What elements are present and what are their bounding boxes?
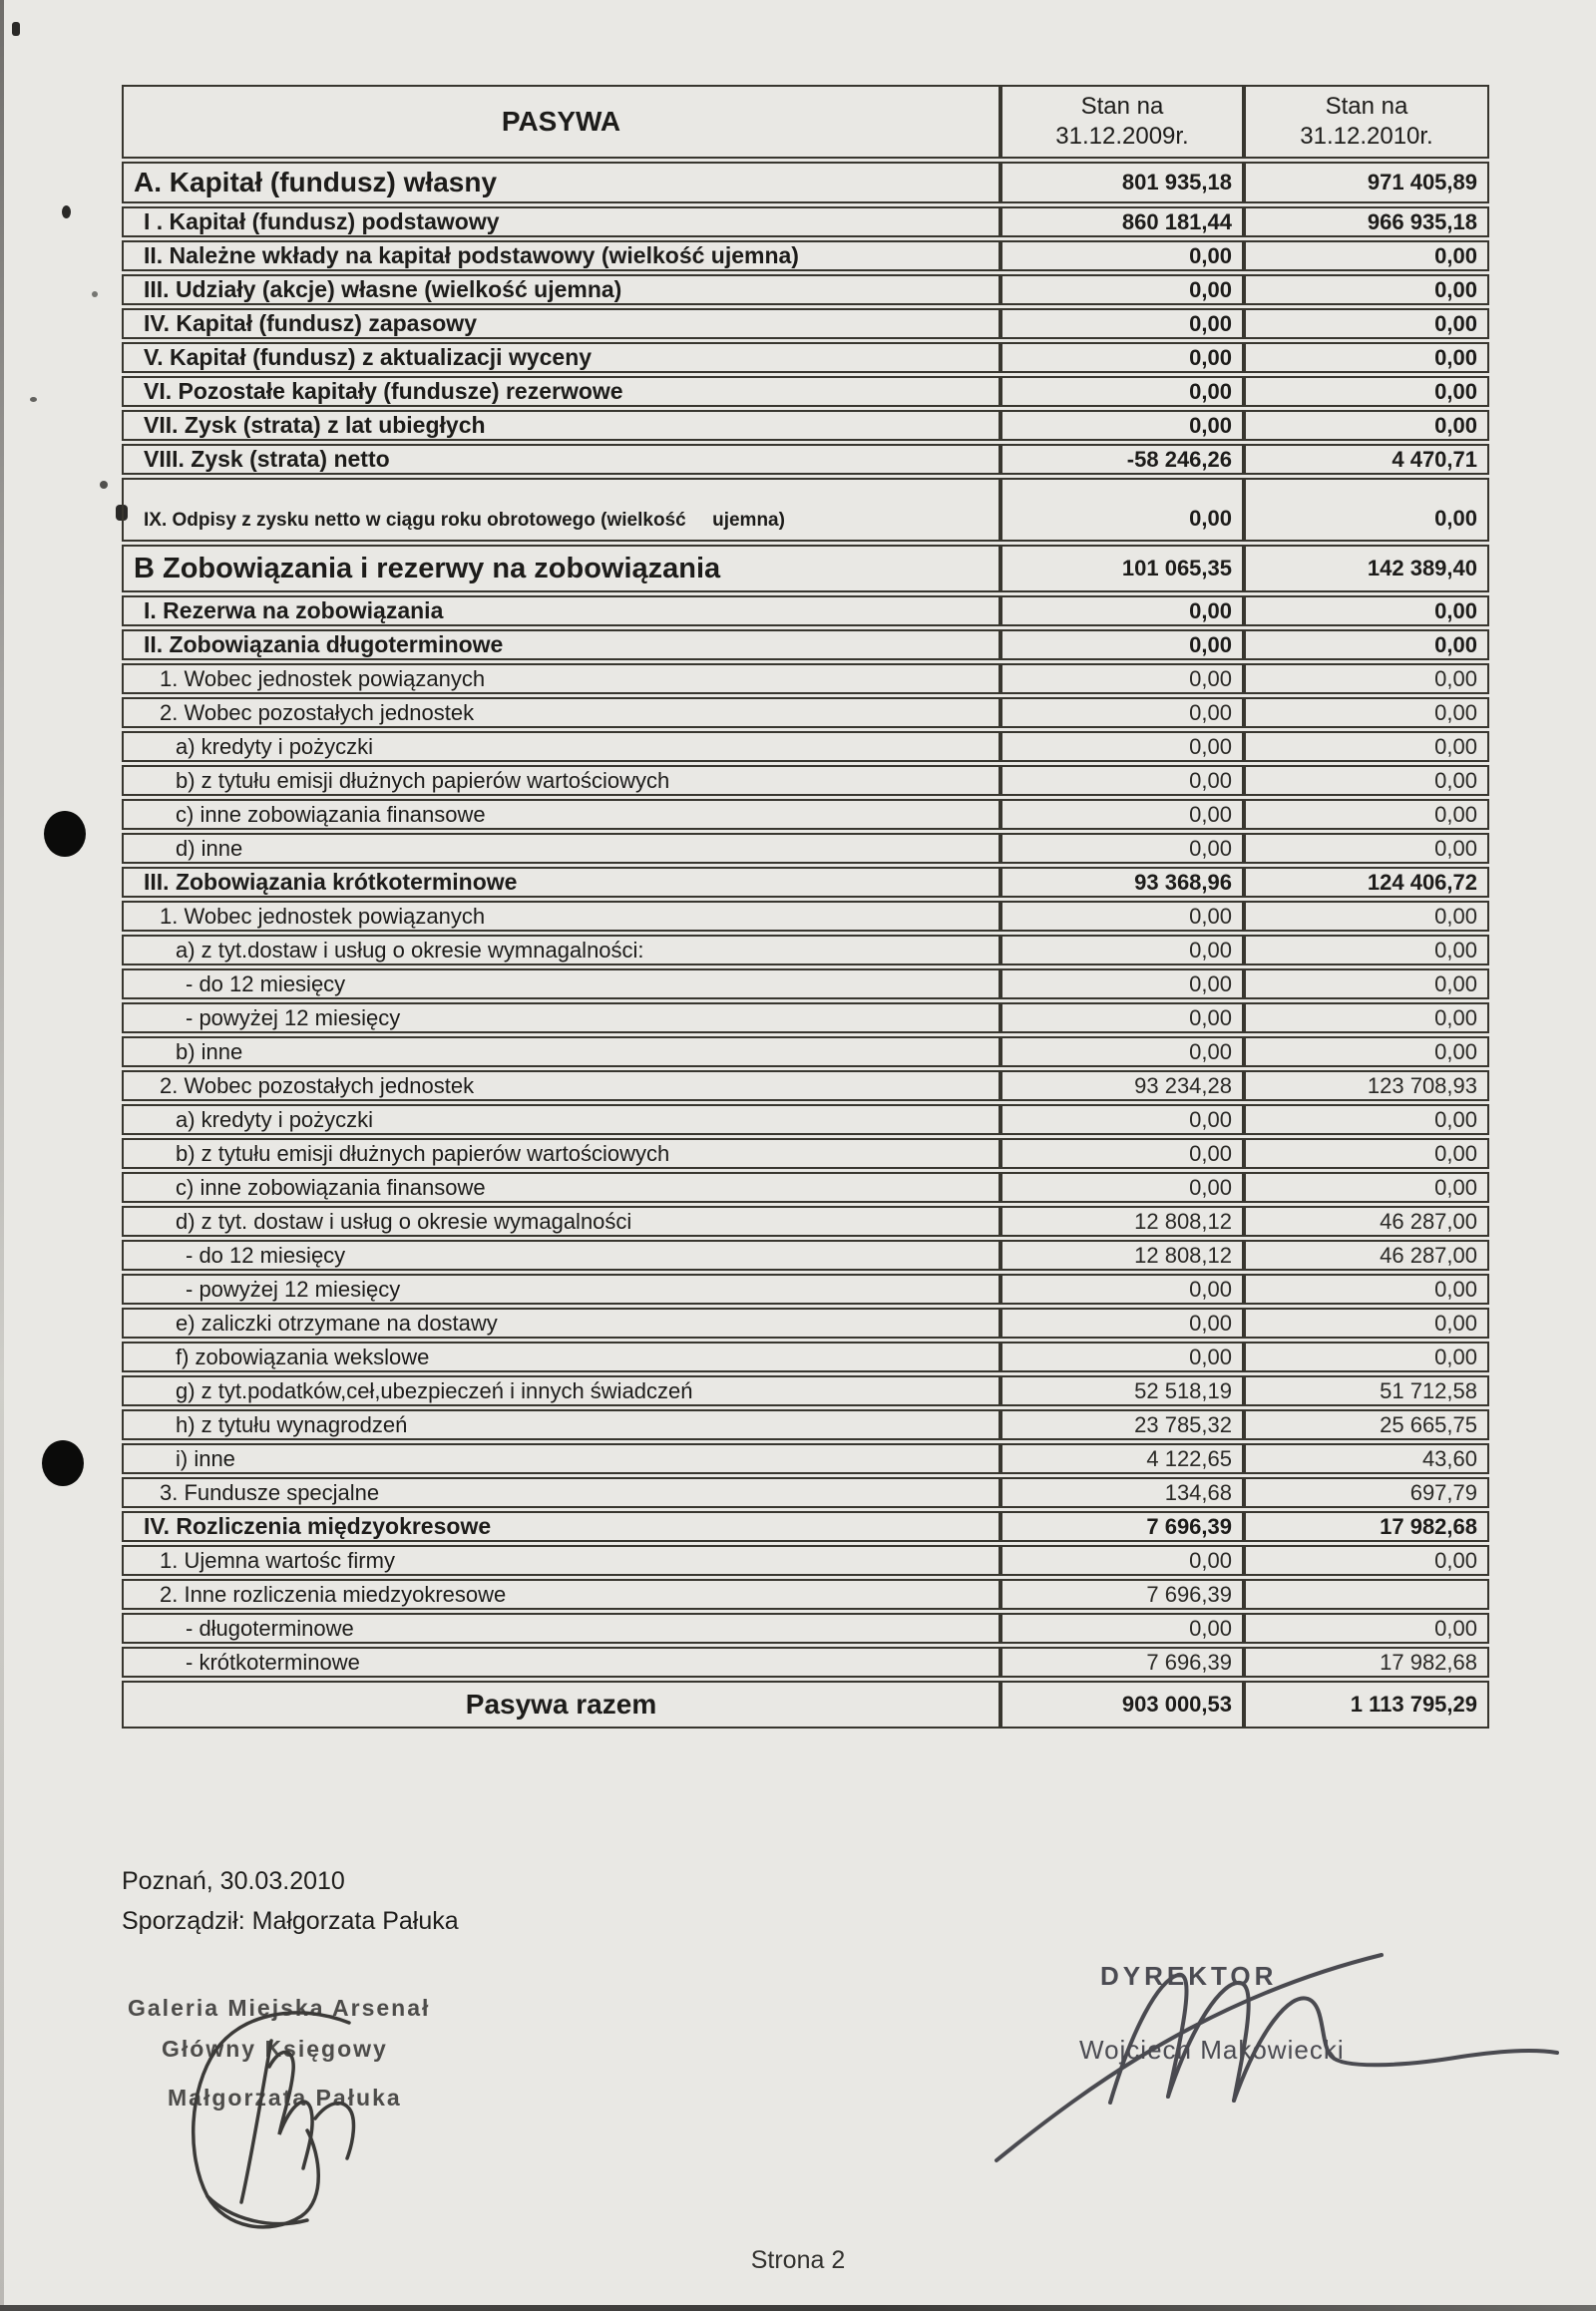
row-label: A. Kapitał (fundusz) własny <box>122 162 1000 203</box>
table-row <box>122 935 1489 965</box>
value-2009: 0,00 <box>1000 799 1244 830</box>
table-row <box>122 478 1489 542</box>
value-2009: 0,00 <box>1000 1308 1244 1339</box>
scan-left-edge <box>0 0 4 2311</box>
value-2009: 801 935,18 <box>1000 162 1244 203</box>
row-label: i) inne <box>122 1443 1000 1474</box>
table-row <box>122 968 1489 999</box>
page-number: Strona 2 <box>750 2246 846 2274</box>
value-2009: 0,00 <box>1000 240 1244 271</box>
table-row <box>122 1002 1489 1033</box>
table-row <box>122 1274 1489 1305</box>
value-2010: 0,00 <box>1244 697 1489 728</box>
value-2009: 0,00 <box>1000 901 1244 932</box>
value-2010 <box>1244 1579 1489 1610</box>
value-2009: 0,00 <box>1000 1342 1244 1372</box>
table-row <box>122 697 1489 728</box>
row-label: - krótkoterminowe <box>122 1647 1000 1678</box>
value-2010: 123 708,93 <box>1244 1070 1489 1101</box>
row-label: b) inne <box>122 1036 1000 1067</box>
table-row <box>122 444 1489 475</box>
value-2010: 0,00 <box>1244 935 1489 965</box>
scan-speck <box>92 291 98 297</box>
row-label: VII. Zysk (strata) z lat ubiegłych <box>122 410 1000 441</box>
table-row <box>122 162 1489 203</box>
hole-punch-mark <box>42 1440 84 1486</box>
value-2009: 7 696,39 <box>1000 1579 1244 1610</box>
value-2010: 0,00 <box>1244 1138 1489 1169</box>
value-2010: 0,00 <box>1244 1613 1489 1644</box>
row-label: a) z tyt.dostaw i usług o okresie wymnagalności: <box>122 935 1000 965</box>
value-2010: 4 470,71 <box>1244 444 1489 475</box>
table-title: PASYWA <box>122 85 1000 159</box>
table-row <box>122 1613 1489 1644</box>
table-row <box>122 765 1489 796</box>
row-label: II. Zobowiązania długoterminowe <box>122 629 1000 660</box>
table-row <box>122 342 1489 373</box>
value-2010: 43,60 <box>1244 1443 1489 1474</box>
table-header-row <box>122 85 1489 159</box>
row-label: c) inne zobowiązania finansowe <box>122 799 1000 830</box>
row-label: d) inne <box>122 833 1000 864</box>
value-2009: 0,00 <box>1000 935 1244 965</box>
table-row <box>122 274 1489 305</box>
table-row <box>122 376 1489 407</box>
row-label: 2. Inne rozliczenia miedzyokresowe <box>122 1579 1000 1610</box>
scan-speck <box>12 22 20 36</box>
column-header-2009-line2: 31.12.2009r. <box>1055 123 1189 150</box>
value-2009: -58 246,26 <box>1000 444 1244 475</box>
row-label: - do 12 miesięcy <box>122 1240 1000 1271</box>
table-row <box>122 1308 1489 1339</box>
value-2009: 0,00 <box>1000 595 1244 626</box>
table-row <box>122 1545 1489 1576</box>
value-2009: 93 234,28 <box>1000 1070 1244 1101</box>
table-body <box>122 162 1489 1729</box>
value-2010: 0,00 <box>1244 410 1489 441</box>
stamp-director-name: Wojciech Makowiecki <box>1079 2035 1345 2065</box>
table-row <box>122 731 1489 762</box>
row-label: V. Kapitał (fundusz) z aktualizacji wyceny <box>122 342 1000 373</box>
row-label: 1. Wobec jednostek powiązanych <box>122 901 1000 932</box>
table-row <box>122 1036 1489 1067</box>
row-label: g) z tyt.podatków,ceł,ubezpieczeń i innych świadczeń <box>122 1375 1000 1406</box>
value-2010: 0,00 <box>1244 968 1489 999</box>
column-header-2009-line1: Stan na <box>1080 93 1164 120</box>
value-2010: 0,00 <box>1244 731 1489 762</box>
director-signature <box>983 1933 1571 2172</box>
row-label: - do 12 miesięcy <box>122 968 1000 999</box>
value-2010: 0,00 <box>1244 342 1489 373</box>
value-2010: 0,00 <box>1244 1002 1489 1033</box>
value-2009: 0,00 <box>1000 1274 1244 1305</box>
table-row <box>122 1070 1489 1101</box>
table-row <box>122 1579 1489 1610</box>
value-2010: 0,00 <box>1244 1308 1489 1339</box>
row-label: 2. Wobec pozostałych jednostek <box>122 1070 1000 1101</box>
value-2009: 0,00 <box>1000 1172 1244 1203</box>
row-label: b) z tytułu emisji dłużnych papierów wartościowych <box>122 1138 1000 1169</box>
scan-speck <box>62 205 71 218</box>
row-label: Pasywa razem <box>122 1681 1000 1729</box>
value-2009: 0,00 <box>1000 968 1244 999</box>
row-label: III. Zobowiązania krótkoterminowe <box>122 867 1000 898</box>
value-2009: 0,00 <box>1000 342 1244 373</box>
value-2009: 903 000,53 <box>1000 1681 1244 1729</box>
value-2009: 0,00 <box>1000 1545 1244 1576</box>
row-label: II. Należne wkłady na kapitał podstawowy (wielkość ujemna) <box>122 240 1000 271</box>
value-2010: 0,00 <box>1244 1342 1489 1372</box>
value-2010: 0,00 <box>1244 376 1489 407</box>
row-label: - powyżej 12 miesięcy <box>122 1274 1000 1305</box>
value-2009: 93 368,96 <box>1000 867 1244 898</box>
value-2010: 0,00 <box>1244 663 1489 694</box>
table-row <box>122 410 1489 441</box>
value-2009: 0,00 <box>1000 663 1244 694</box>
value-2010: 46 287,00 <box>1244 1206 1489 1237</box>
pasywa-table <box>122 85 1489 1732</box>
value-2010: 697,79 <box>1244 1477 1489 1508</box>
row-label: c) inne zobowiązania finansowe <box>122 1172 1000 1203</box>
scan-speck <box>100 481 108 489</box>
value-2010: 46 287,00 <box>1244 1240 1489 1271</box>
hole-punch-mark <box>44 811 86 857</box>
value-2009: 0,00 <box>1000 629 1244 660</box>
value-2009: 0,00 <box>1000 1613 1244 1644</box>
table-row <box>122 1240 1489 1271</box>
value-2010: 0,00 <box>1244 595 1489 626</box>
value-2009: 0,00 <box>1000 308 1244 339</box>
value-2009: 860 181,44 <box>1000 206 1244 237</box>
scan-bottom-edge <box>0 2305 1596 2311</box>
value-2010: 0,00 <box>1244 799 1489 830</box>
value-2010: 124 406,72 <box>1244 867 1489 898</box>
value-2009: 7 696,39 <box>1000 1647 1244 1678</box>
row-label: f) zobowiązania wekslowe <box>122 1342 1000 1372</box>
table-row <box>122 1511 1489 1542</box>
value-2009: 101 065,35 <box>1000 545 1244 592</box>
row-label: 1. Ujemna wartośc firmy <box>122 1545 1000 1576</box>
row-label: VIII. Zysk (strata) netto <box>122 444 1000 475</box>
value-2009: 0,00 <box>1000 765 1244 796</box>
value-2010: 0,00 <box>1244 901 1489 932</box>
value-2010: 25 665,75 <box>1244 1409 1489 1440</box>
value-2010: 0,00 <box>1244 833 1489 864</box>
table-row <box>122 206 1489 237</box>
value-2009: 0,00 <box>1000 410 1244 441</box>
value-2010: 0,00 <box>1244 308 1489 339</box>
table-row <box>122 1477 1489 1508</box>
row-label: I. Rezerwa na zobowiązania <box>122 595 1000 626</box>
row-label: IX. Odpisy z zysku netto w ciągu roku obrotowego (wielkość ujemna) <box>122 478 1000 542</box>
stamp-director-title: DYREKTOR <box>1100 1961 1278 1991</box>
value-2009: 52 518,19 <box>1000 1375 1244 1406</box>
table-row <box>122 1104 1489 1135</box>
value-2010: 0,00 <box>1244 765 1489 796</box>
row-label: VI. Pozostałe kapitały (fundusze) rezerwowe <box>122 376 1000 407</box>
row-label: a) kredyty i pożyczki <box>122 731 1000 762</box>
table-row <box>122 799 1489 830</box>
stamp-accountant-name: Małgorzata Pałuka <box>168 2085 402 2111</box>
value-2010: 0,00 <box>1244 1274 1489 1305</box>
table-row <box>122 545 1489 592</box>
table-row <box>122 1681 1489 1729</box>
row-label: e) zaliczki otrzymane na dostawy <box>122 1308 1000 1339</box>
value-2010: 966 935,18 <box>1244 206 1489 237</box>
value-2009: 4 122,65 <box>1000 1443 1244 1474</box>
table-row <box>122 1206 1489 1237</box>
stamp-accountant-org: Galeria Miejska Arsenał <box>128 1995 431 2021</box>
value-2009: 0,00 <box>1000 833 1244 864</box>
row-label: IV. Rozliczenia międzyokresowe <box>122 1511 1000 1542</box>
value-2009: 0,00 <box>1000 1104 1244 1135</box>
row-label: b) z tytułu emisji dłużnych papierów wartościowych <box>122 765 1000 796</box>
table-row <box>122 1342 1489 1372</box>
value-2009: 0,00 <box>1000 1138 1244 1169</box>
value-2010: 0,00 <box>1244 1172 1489 1203</box>
value-2010: 142 389,40 <box>1244 545 1489 592</box>
value-2009: 12 808,12 <box>1000 1240 1244 1271</box>
table-row <box>122 595 1489 626</box>
value-2009: 0,00 <box>1000 1002 1244 1033</box>
column-header-2010 <box>1244 85 1489 159</box>
scan-speck <box>30 397 37 402</box>
table-row <box>122 867 1489 898</box>
value-2009: 23 785,32 <box>1000 1409 1244 1440</box>
value-2009: 12 808,12 <box>1000 1206 1244 1237</box>
value-2009: 0,00 <box>1000 376 1244 407</box>
table-row <box>122 1138 1489 1169</box>
value-2010: 0,00 <box>1244 1036 1489 1067</box>
value-2009: 0,00 <box>1000 697 1244 728</box>
row-label: 1. Wobec jednostek powiązanych <box>122 663 1000 694</box>
stamp-accountant-role: Główny Księgowy <box>162 2036 388 2062</box>
table-row <box>122 663 1489 694</box>
column-header-2009 <box>1000 85 1244 159</box>
prepared-by: Sporządził: Małgorzata Pałuka <box>122 1907 459 1935</box>
row-label: - powyżej 12 miesięcy <box>122 1002 1000 1033</box>
table-row <box>122 1409 1489 1440</box>
column-header-2010-line2: 31.12.2010r. <box>1300 123 1433 150</box>
value-2009: 0,00 <box>1000 274 1244 305</box>
table-row <box>122 1647 1489 1678</box>
table-row <box>122 629 1489 660</box>
table-row <box>122 1443 1489 1474</box>
row-label: 3. Fundusze specjalne <box>122 1477 1000 1508</box>
table-row <box>122 1375 1489 1406</box>
value-2010: 0,00 <box>1244 1545 1489 1576</box>
value-2010: 51 712,58 <box>1244 1375 1489 1406</box>
value-2010: 0,00 <box>1244 478 1489 542</box>
value-2010: 0,00 <box>1244 629 1489 660</box>
table-row <box>122 308 1489 339</box>
row-label: I . Kapitał (fundusz) podstawowy <box>122 206 1000 237</box>
row-label: IV. Kapitał (fundusz) zapasowy <box>122 308 1000 339</box>
accountant-signature <box>150 2003 429 2232</box>
value-2009: 0,00 <box>1000 478 1244 542</box>
value-2009: 0,00 <box>1000 1036 1244 1067</box>
value-2009: 134,68 <box>1000 1477 1244 1508</box>
column-header-2010-line1: Stan na <box>1325 93 1408 120</box>
row-label: h) z tytułu wynagrodzeń <box>122 1409 1000 1440</box>
value-2009: 0,00 <box>1000 731 1244 762</box>
place-date: Poznań, 30.03.2010 <box>122 1867 345 1895</box>
row-label: B Zobowiązania i rezerwy na zobowiązania <box>122 545 1000 592</box>
row-label: - długoterminowe <box>122 1613 1000 1644</box>
row-label: III. Udziały (akcje) własne (wielkość ujemna) <box>122 274 1000 305</box>
value-2010: 1 113 795,29 <box>1244 1681 1489 1729</box>
row-label: a) kredyty i pożyczki <box>122 1104 1000 1135</box>
row-label: d) z tyt. dostaw i usług o okresie wymagalności <box>122 1206 1000 1237</box>
value-2010: 17 982,68 <box>1244 1511 1489 1542</box>
table-row <box>122 901 1489 932</box>
value-2010: 0,00 <box>1244 240 1489 271</box>
table-row <box>122 1172 1489 1203</box>
value-2010: 0,00 <box>1244 274 1489 305</box>
value-2009: 7 696,39 <box>1000 1511 1244 1542</box>
table-row <box>122 240 1489 271</box>
value-2010: 971 405,89 <box>1244 162 1489 203</box>
row-label: 2. Wobec pozostałych jednostek <box>122 697 1000 728</box>
value-2010: 17 982,68 <box>1244 1647 1489 1678</box>
table-row <box>122 833 1489 864</box>
value-2010: 0,00 <box>1244 1104 1489 1135</box>
